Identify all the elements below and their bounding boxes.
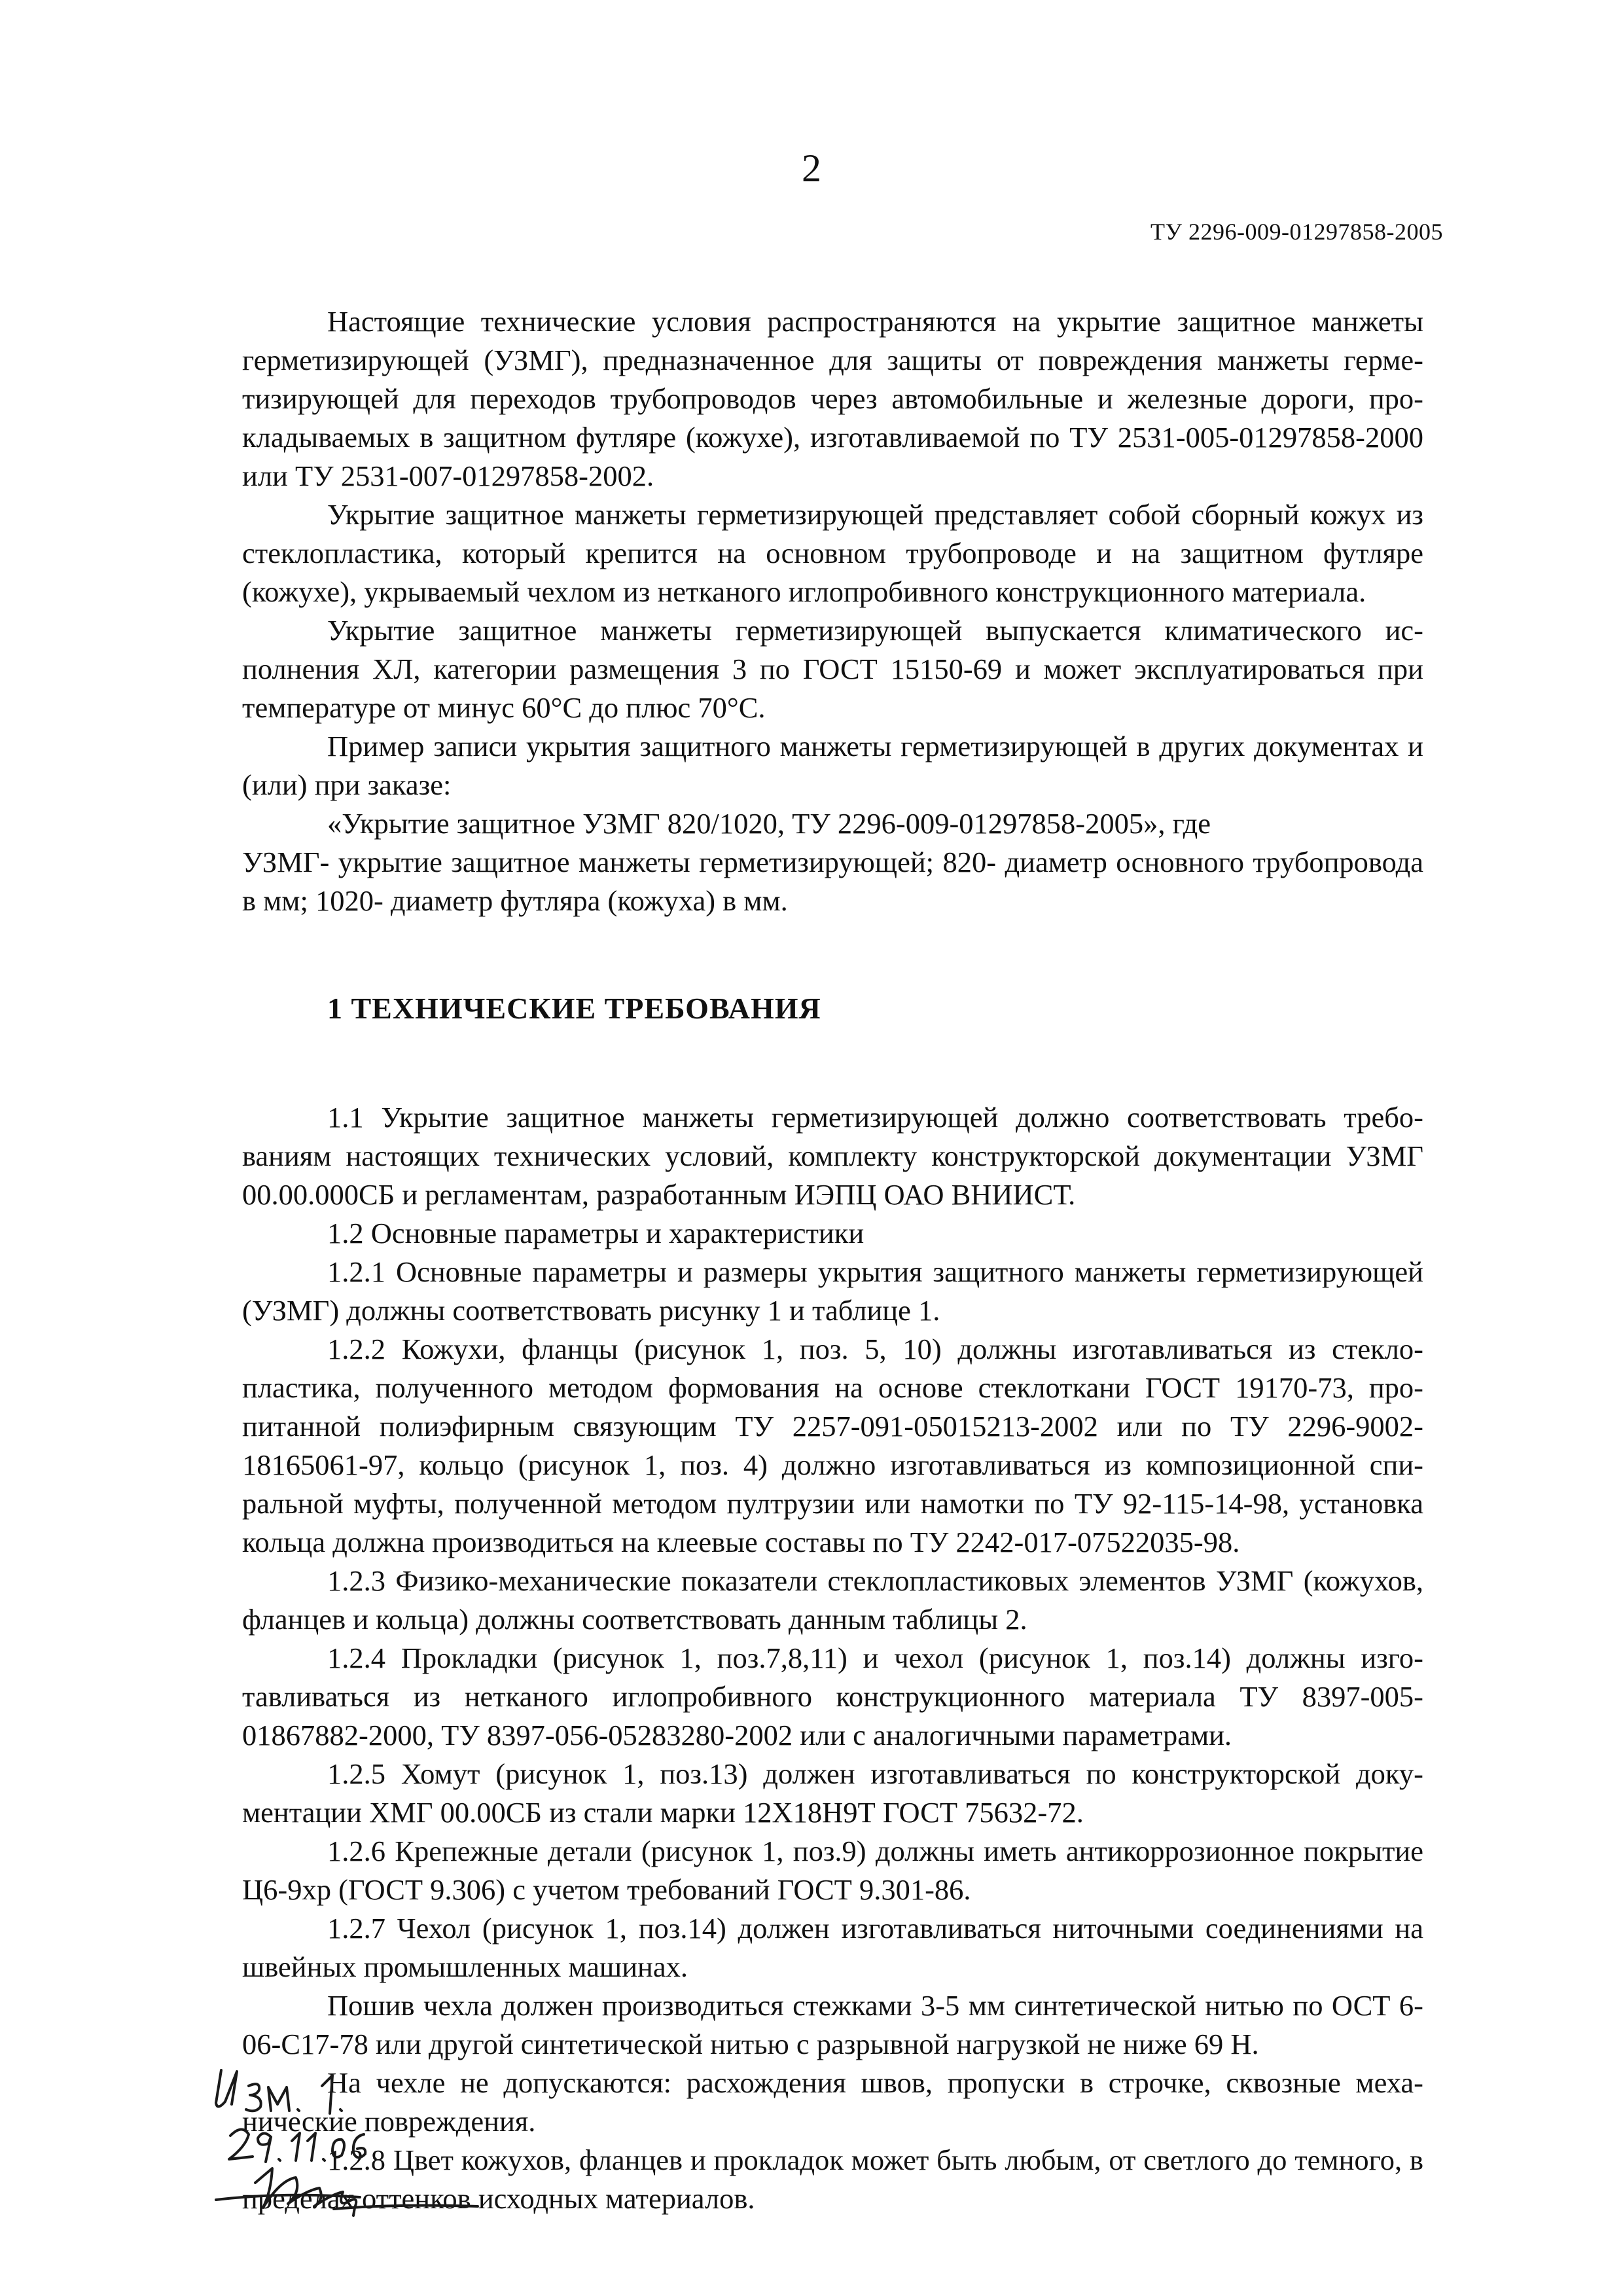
section-paragraph: 1.2 Основные параметры и характеристики <box>327 1217 865 1249</box>
section-paragraph: Пошив чехла должен производиться стежками 3-5 мм синтетической нитью по ОСТ 6-06-С17-78 или другой синтетической нитью с разрывной нагрузкой не ниже 69 Н. <box>242 1989 1423 2060</box>
intro-paragraph: Укрытие защитное манжеты герметизирующей выпускается климатического исполнения ХЛ, категории размещения 3 по ГОСТ 15150-69 и может эксплуатироваться при температуре от минус 60°С до плюс 70°С. <box>242 614 1423 724</box>
page-number: 2 <box>802 147 821 190</box>
section-paragraph: 1.2.2 Кожухи, фланцы (рисунок 1, поз. 5, 10) должны изготавливаться из стеклопластика, полученного методом формования на основе стеклоткани ГОСТ 19170-73, пропитанной полиэфирным связующим ТУ 2257-091-05015213-2002 или по ТУ 2296-9002-18165061-97, кольцо (рисунок 1, поз. 4) должно изготавливаться из композиционной спиральной муфты, полученной методом пултрузии или намотки по ТУ 92-115-14-98, установка кольца должна производиться на клеевые составы по ТУ 2242-017-07522035-98. <box>242 1333 1423 1558</box>
section-paragraph: 1.2.4 Прокладки (рисунок 1, поз.7,8,11) и чехол (рисунок 1, поз.14) должны изготавливаться из нетканого иглопробивного конструкционного материала ТУ 8397-005-01867882-2000, ТУ 8397-056-05283280-2002 или с аналогичными параметрами. <box>242 1641 1423 1751</box>
intro-paragraph: Пример записи укрытия защитного манжеты герметизирующей в других документах и (или) при заказе: <box>242 730 1423 801</box>
section-paragraph: 1.2.1 Основные параметры и размеры укрытия защитного манжеты герметизирующей (УЗМГ) должны соответствовать рисунку 1 и таблице 1. <box>242 1255 1423 1327</box>
section-paragraph: 1.2.8 Цвет кожухов, фланцев и прокладок может быть любым, от светлого до темного, в пределах оттенков исходных материалов. <box>242 2144 1423 2215</box>
intro-paragraph: Укрытие защитное манжеты герметизирующей представляет собой сборный кожух из стеклопластика, который крепится на основном трубопроводе и на защитном футляре (кожухе), укрываемый чехлом из нетканого иглопробивного конструкционного материала. <box>242 498 1423 608</box>
section-paragraph: 1.2.3 Физико-механические показатели стеклопластиковых элементов УЗМГ (кожухов, фланцев и кольца) должны соответствовать данным таблицы 2. <box>242 1564 1423 1636</box>
intro-paragraph: «Укрытие защитное УЗМГ 820/1020, ТУ 2296-009-01297858-2005», где <box>327 807 1211 840</box>
section-heading: 1 ТЕХНИЧЕСКИЕ ТРЕБОВАНИЯ <box>327 992 821 1025</box>
intro-paragraph: УЗМГ- укрытие защитное манжеты герметизирующей; 820- диаметр основного трубопровода в мм; 1020- диаметр футляра (кожуха) в мм. <box>242 846 1423 917</box>
document-body <box>242 302 1423 2218</box>
section-paragraph: 1.2.5 Хомут (рисунок 1, поз.13) должен изготавливаться по конструкторской документации ХМГ 00.00СБ из стали марки 12Х18Н9Т ГОСТ 75632-72. <box>242 1757 1423 1829</box>
handwritten-change-note <box>203 2052 504 2248</box>
document-code: ТУ 2296-009-01297858-2005 <box>1150 219 1443 245</box>
section-paragraph: На чехле не допускаются: расхождения швов, пропуски в строчке, сквозные механические повреждения. <box>242 2066 1423 2138</box>
section-paragraph: 1.1 Укрытие защитное манжеты герметизирующей должно соответствовать требованиям настоящих технических условий, комплекту конструкторской документации УЗМГ 00.00.000СБ и регламентам, разработанным ИЭПЦ ОАО ВНИИСТ. <box>242 1101 1423 1211</box>
section-paragraph: 1.2.6 Крепежные детали (рисунок 1, поз.9) должны иметь антикоррозионное покрытие Ц6-9хр (ГОСТ 9.306) с учетом требований ГОСТ 9.301-86. <box>242 1835 1423 1906</box>
intro-paragraph: Настоящие технические условия распространяются на укрытие защитное манжеты герметизирующей (УЗМГ), предназначенное для защиты от повреждения манжеты герметизирующей для переходов трубопроводов через автомобильные и железные дороги, прокладываемых в защитном футляре (кожухе), изготавливаемой по ТУ 2531-005-01297858-2000 или ТУ 2531-007-01297858-2002. <box>242 305 1423 492</box>
section-paragraph: 1.2.7 Чехол (рисунок 1, поз.14) должен изготавливаться ниточными соединениями на швейных промышленных машинах. <box>242 1912 1423 1983</box>
